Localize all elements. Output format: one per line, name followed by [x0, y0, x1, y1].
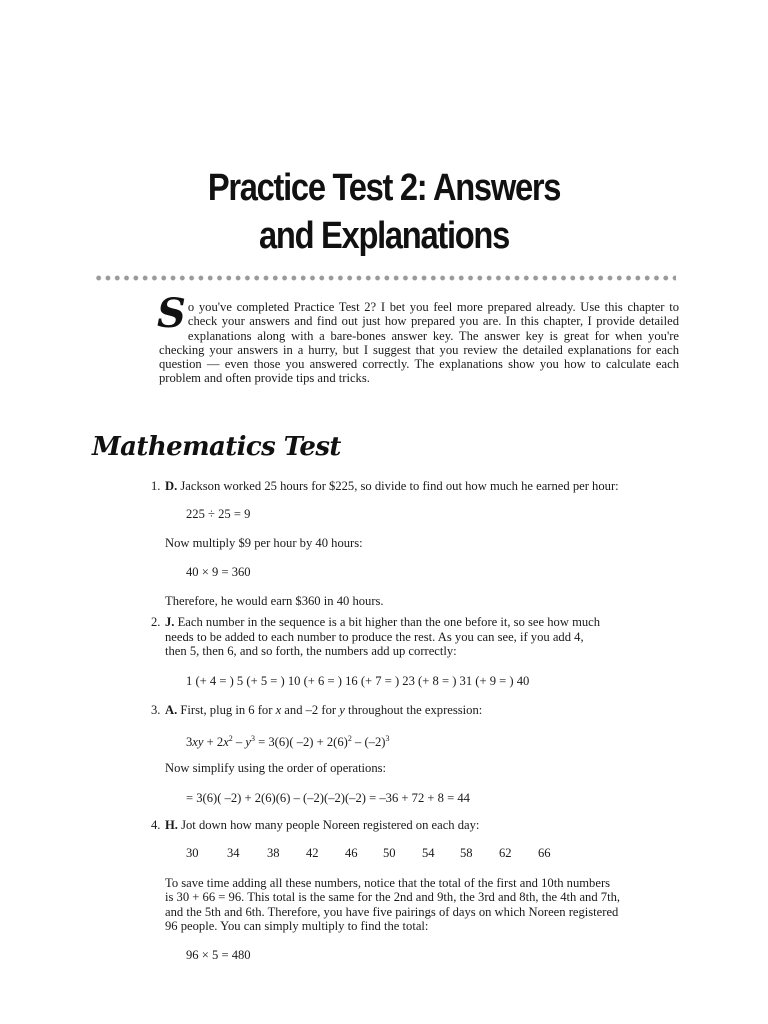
registration-count: 58 — [460, 846, 473, 860]
text-fragment: throughout the expression: — [344, 703, 483, 717]
registration-count: 46 — [345, 846, 358, 860]
answer-letter: H. — [165, 818, 178, 832]
question-text — [165, 818, 675, 832]
eq-part: 3 — [186, 735, 193, 750]
explanation-text: 96 people. You can simply multiply to find the total: — [165, 918, 429, 933]
exponent: 3 — [385, 734, 390, 743]
registration-count: 30 — [186, 846, 199, 860]
registration-count: 38 — [267, 846, 280, 860]
registration-count: 62 — [499, 846, 512, 860]
eq-part: y — [245, 735, 251, 750]
intro-text: o you've completed Practice Test 2? I bet you feel more prepared already. Use this chapter to check your answers and find out just how prepared you are. In this chapter, I provide detailed explanations along with a bare-bones answer key. The answer key is great for when you're checking your answers in a hurry, but I suggest that you review the detailed explanations for each question — even those you answered correctly. The explanations show you how to calculate each problem and often provide tips and tricks. — [159, 300, 679, 386]
explanation-text: Now multiply $9 per hour by 40 hours: — [165, 536, 363, 550]
question-explanation: Jackson worked 25 hours for $225, so divide to find out how much he earned per hour: — [177, 479, 619, 493]
text-fragment: and –2 for — [281, 703, 340, 717]
explanation-text: To save time adding all these numbers, notice that the total of the first and 10th numbers — [165, 876, 611, 890]
explanation-text: and the 5th and 6th. Therefore, you have five pairings of days on which Noreen registered — [165, 904, 619, 919]
chapter-title — [54, 164, 714, 260]
question-text — [165, 703, 675, 717]
variable-x: x — [275, 703, 282, 717]
dotted-divider — [94, 275, 676, 281]
question-text — [165, 479, 675, 493]
registration-count: 66 — [538, 846, 551, 860]
registration-count: 50 — [383, 846, 396, 860]
question-explanation: Each number in the sequence is a bit higher than the one before it, so see how much — [174, 615, 601, 629]
exponent: 2 — [228, 734, 233, 743]
equation: 1 (+ 4 = ) 5 (+ 5 = ) 10 (+ 6 = ) 16 (+ 7 = ) 23 (+ 8 = ) 31 (+ 9 = ) 40 — [186, 674, 530, 688]
explanation-text: needs to be added to each number to produce the rest. As you can see, if you add 4, — [165, 629, 584, 644]
equation: = 3(6)( –2) + 2(6)(6) – (–2)(–2)(–2) = –36 + 72 + 8 = 44 — [186, 791, 470, 805]
question-number: 2. — [151, 615, 161, 629]
chapter-title-line-2: and Explanations — [259, 215, 509, 257]
question-number: 4. — [151, 818, 161, 832]
eq-part: = 3(6)( –2) + 2(6) — [254, 735, 348, 750]
eq-part: + 2 — [203, 735, 224, 750]
chapter-title-line-1: Practice Test 2: Answers — [207, 167, 561, 209]
question-explanation: Jot down how many people Noreen registered on each day: — [177, 818, 480, 832]
equation: 96 × 5 = 480 — [186, 948, 251, 962]
registration-count: 34 — [227, 846, 240, 860]
registration-count: 54 — [422, 846, 435, 860]
explanation-text: then 5, then 6, and so forth, the numbers add up correctly: — [165, 644, 457, 658]
equation: 225 ÷ 25 = 9 — [186, 507, 251, 521]
registration-count: 42 — [306, 846, 319, 860]
drop-cap: S — [157, 290, 186, 337]
question-number: 3. — [151, 703, 161, 717]
section-heading: Mathematics Test — [92, 432, 341, 462]
intro-paragraph — [157, 290, 679, 386]
question-number: 1. — [151, 479, 161, 493]
exponent: 3 — [250, 734, 255, 743]
eq-part: x — [223, 735, 229, 750]
equation — [186, 732, 389, 749]
answer-letter: D. — [165, 479, 178, 493]
eq-part: xy — [192, 735, 204, 750]
exponent: 2 — [347, 734, 352, 743]
explanation-text: is 30 + 66 = 96. This total is the same for the 2nd and 9th, the 3rd and 8th, the 4th and 7th, — [165, 890, 621, 905]
question-text — [165, 615, 675, 629]
explanation-text: Now simplify using the order of operations: — [165, 761, 387, 775]
answer-letter: A. — [165, 703, 178, 717]
eq-part: – (–2) — [351, 735, 386, 750]
variable-y: y — [339, 703, 345, 717]
explanation-text: Therefore, he would earn $360 in 40 hours. — [165, 594, 384, 608]
equation: 40 × 9 = 360 — [186, 565, 251, 579]
eq-part: – — [232, 735, 246, 750]
answer-letter: J. — [165, 615, 175, 629]
text-fragment: First, plug in 6 for — [177, 703, 276, 717]
